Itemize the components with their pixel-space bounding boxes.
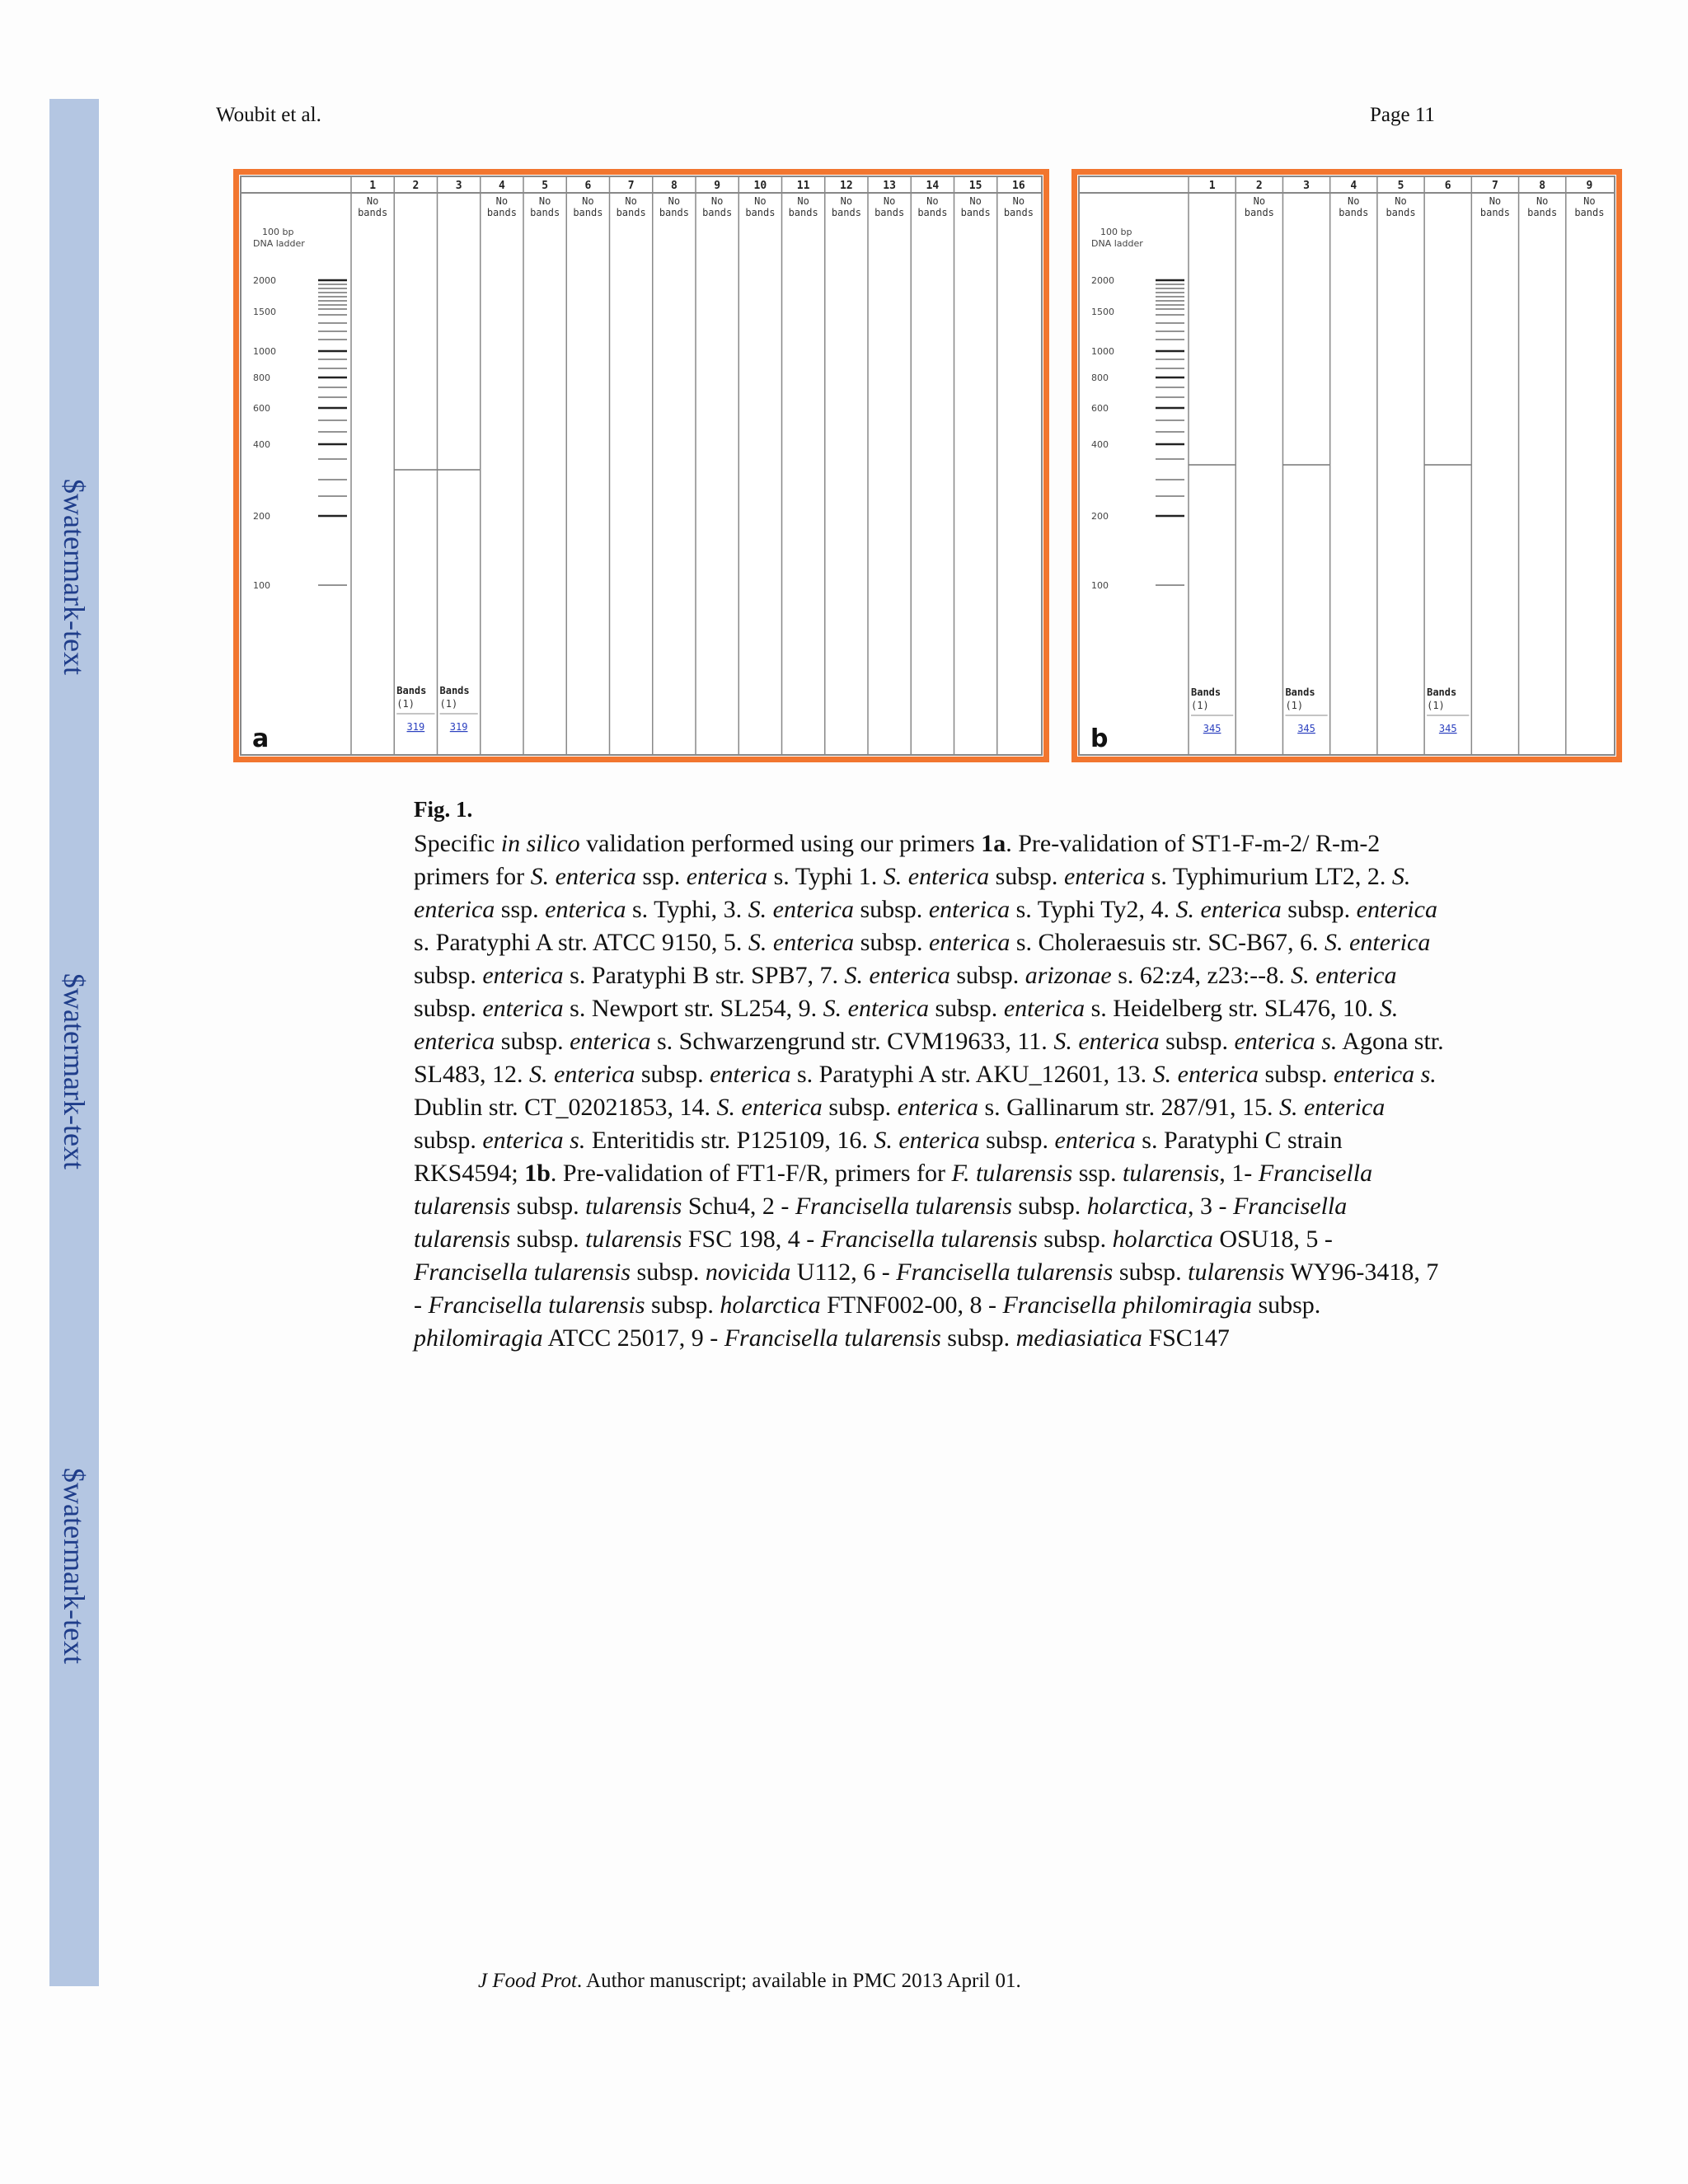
bands-label: Bands [396, 685, 427, 696]
caption-segment: subsp. [853, 896, 929, 923]
caption-segment: mediasiatica [1015, 1324, 1142, 1352]
gel-panel-b [1071, 169, 1622, 762]
caption-segment: S. enterica [1278, 1094, 1386, 1121]
figure-1 [233, 169, 1622, 762]
caption-segment: , 1- [1219, 1160, 1259, 1187]
caption-segment: Francisella tularensis [896, 1258, 1114, 1286]
no-bands-label: No [840, 195, 853, 207]
lane-number: 3 [455, 180, 462, 192]
caption-segment: enterica [1356, 896, 1437, 923]
lane-number: 5 [542, 180, 549, 192]
panel-letter: a [252, 724, 270, 753]
gel-diagram-a [239, 175, 1043, 757]
caption-segment: holarctica [720, 1291, 821, 1319]
caption-segment: enterica [482, 962, 564, 989]
caption-segment: enterica [1063, 863, 1146, 890]
no-bands-label: No [625, 195, 637, 207]
lane-number: 6 [1444, 180, 1451, 192]
lane-number: 2 [1255, 180, 1263, 192]
caption-segment: subsp. [979, 1127, 1055, 1154]
caption-segment: ATCC 25017, 9 - [542, 1324, 724, 1352]
watermark-sidebar [49, 99, 99, 1986]
caption-segment: Francisella tularensis [428, 1291, 645, 1319]
no-bands-label: No [1012, 195, 1025, 207]
no-bands-label: bands [1574, 207, 1605, 218]
bands-count: (1) [1427, 700, 1445, 711]
lane-number: 12 [840, 180, 853, 192]
caption-segment: subsp. [635, 1061, 710, 1088]
caption-segment: tularensis [585, 1193, 682, 1220]
band-size-link: 319 [449, 721, 468, 733]
caption-segment: subsp. [1113, 1258, 1189, 1286]
caption-segment: subsp. [414, 995, 483, 1022]
caption-segment: S. enterica [414, 995, 1399, 1055]
watermark: $watermark-text [58, 973, 91, 1169]
no-bands-label: No [495, 195, 509, 207]
caption-segment: Dublin str. CT_02021853, 14. [414, 1094, 717, 1121]
no-bands-label: No [969, 195, 982, 207]
caption-segment: s. Typhimurium LT2, 2. [1145, 863, 1392, 890]
no-bands-label: bands [1003, 207, 1034, 218]
lane-number: 10 [753, 180, 767, 192]
running-header-author: Woubit et al. [216, 104, 321, 126]
caption-segment: s. Paratyphi A str. AKU_12601, 13. [790, 1061, 1153, 1088]
ladder-size-label: 100 [1091, 580, 1109, 591]
band-size-link: 345 [1297, 723, 1315, 734]
no-bands-label: No [582, 195, 594, 207]
lane-number: 2 [412, 180, 420, 192]
footer-note: . Author manuscript; available in PMC 2013 April 01. [576, 1970, 1021, 1992]
caption-segment: subsp. [822, 1094, 898, 1121]
caption-segment: subsp. [1251, 1291, 1321, 1319]
caption-segment: subsp. [414, 962, 483, 989]
caption-segment: S. enterica [1152, 1061, 1259, 1088]
no-bands-label: bands [1244, 207, 1274, 218]
caption-segment: F. tularensis [951, 1160, 1073, 1187]
watermark: $watermark-text [58, 1468, 91, 1664]
no-bands-label: bands [1527, 207, 1558, 218]
lane-number: 1 [1208, 180, 1216, 192]
caption-segment: S. enterica [748, 896, 854, 923]
ladder-size-label: 400 [253, 439, 270, 450]
caption-segment: Francisella tularensis [414, 1193, 1348, 1253]
caption-segment: subsp. [940, 1324, 1016, 1352]
lane-number: 13 [883, 180, 896, 192]
lane-number: 3 [1303, 180, 1310, 192]
ladder-size-label: 600 [253, 403, 270, 414]
caption-segment: FSC147 [1142, 1324, 1230, 1352]
bands-label: Bands [1285, 687, 1315, 698]
caption-segment: enterica s. [1234, 1028, 1338, 1055]
no-bands-label: bands [745, 207, 776, 218]
caption-segment: subsp. [1281, 896, 1357, 923]
lane-number: 4 [1350, 180, 1357, 192]
caption-segment: Francisella philomiragia [1002, 1291, 1252, 1319]
no-bands-label: bands [788, 207, 818, 218]
ladder-size-label: 200 [1091, 511, 1109, 522]
caption-segment: S. enterica [1291, 962, 1397, 989]
caption-segment: s. Paratyphi A str. ATCC 9150, 5. [414, 929, 748, 956]
caption-segment: OSU18, 5 - [1212, 1226, 1333, 1253]
gel-frame [241, 176, 1042, 755]
caption-segment: validation performed using our primers [579, 830, 982, 857]
ladder-size-label: 1500 [253, 307, 276, 317]
panel-letter: b [1090, 724, 1109, 753]
caption-segment: enterica [1003, 995, 1085, 1022]
ladder-size-label: 2000 [1091, 275, 1114, 286]
caption-segment: in silico [500, 830, 580, 857]
bands-label: Bands [1191, 687, 1221, 698]
caption-segment: enterica [482, 995, 564, 1022]
caption-segment: Francisella tularensis [795, 1193, 1012, 1220]
caption-segment: Francisella tularensis [820, 1226, 1038, 1253]
ladder-size-label: 200 [253, 511, 270, 522]
lane-number: 6 [584, 180, 592, 192]
caption-segment: S. enterica [1053, 1028, 1160, 1055]
watermark: $watermark-text [58, 479, 91, 675]
no-bands-label: bands [486, 207, 517, 218]
no-bands-label: No [710, 195, 724, 207]
no-bands-label: No [754, 195, 767, 207]
caption-segment: tularensis [1188, 1258, 1285, 1286]
lane-number: 9 [714, 180, 721, 192]
no-bands-label: No [1348, 195, 1360, 207]
caption-segment: WY96-3418, 7 - [414, 1258, 1439, 1319]
caption-segment: s. Paratyphi C strain RKS4594; [414, 1127, 1343, 1187]
caption-segment: holarctica [1086, 1193, 1188, 1220]
no-bands-label: bands [1479, 207, 1511, 218]
caption-segment: subsp. [989, 863, 1064, 890]
no-bands-label: bands [573, 207, 603, 218]
caption-segment: S. enterica [1175, 896, 1282, 923]
caption-segment: subsp. [510, 1193, 586, 1220]
caption-segment: enterica [545, 896, 626, 923]
no-bands-label: No [1253, 195, 1266, 207]
lane-number: 9 [1586, 180, 1593, 192]
figure-label: Fig. 1. [414, 797, 473, 822]
gel-diagram-b [1077, 175, 1616, 757]
caption-segment: Francisella tularensis [414, 1160, 1373, 1220]
caption-segment: s. Typhi 1. [767, 863, 884, 890]
no-bands-label: bands [616, 207, 646, 218]
caption-segment: s. Choleraesuis str. SC-B67, 6. [1010, 929, 1325, 956]
caption-segment: s. Typhi, 3. [626, 896, 748, 923]
caption-segment: 1a [981, 830, 1006, 857]
caption-segment: subsp. [1037, 1226, 1113, 1253]
band-size-link: 345 [1438, 723, 1457, 734]
bands-count: (1) [439, 698, 458, 710]
caption-segment: S. enterica [844, 962, 950, 989]
no-bands-label: No [1583, 195, 1596, 207]
caption-segment: . Pre-validation of FT1-F/R, primers for [550, 1160, 952, 1187]
ladder-size-label: 600 [1091, 403, 1109, 414]
no-bands-label: No [366, 195, 379, 207]
caption-segment: ssp. [495, 896, 546, 923]
lane-number: 8 [670, 180, 678, 192]
caption-segment: subsp. [1159, 1028, 1235, 1055]
band-size-link: 319 [406, 721, 425, 733]
caption-segment: s. Schwarzengrund str. CVM19633, 11. [650, 1028, 1054, 1055]
bands-count: (1) [396, 698, 415, 710]
ladder-title: DNA ladder [1091, 238, 1143, 249]
caption-segment: enterica [928, 896, 1010, 923]
ladder-size-label: 800 [253, 373, 270, 383]
caption-segment: S. enterica [414, 863, 1411, 923]
caption-segment: Agona str. SL483, 12. [414, 1028, 1444, 1088]
caption-segment: subsp. [510, 1226, 586, 1253]
no-bands-label: bands [831, 207, 861, 218]
caption-segment: enterica [570, 1028, 651, 1055]
bands-count: (1) [1285, 700, 1304, 711]
ladder-size-label: 400 [1091, 439, 1109, 450]
no-bands-label: bands [917, 207, 948, 218]
caption-segment: S. enterica [748, 929, 855, 956]
caption-text [414, 827, 1444, 1355]
no-bands-label: No [926, 195, 939, 207]
caption-segment: tularensis [1123, 1160, 1220, 1187]
caption-segment: enterica s. [1333, 1061, 1437, 1088]
no-bands-label: No [668, 195, 681, 207]
no-bands-label: bands [960, 207, 991, 218]
no-bands-label: bands [1386, 207, 1416, 218]
caption-segment: . Pre-validation of ST1-F-m-2/ R-m-2 primers for [414, 830, 1381, 890]
gel-frame [1079, 176, 1615, 755]
ladder-size-label: 800 [1091, 373, 1109, 383]
bands-label: Bands [1427, 687, 1457, 698]
lane-number: 4 [498, 180, 505, 192]
caption-segment: s. Paratyphi B str. SPB7, 7. [563, 962, 845, 989]
caption-segment: S. enterica [716, 1094, 823, 1121]
caption-segment: novicida [705, 1258, 791, 1286]
ladder-size-label: 1500 [1091, 307, 1114, 317]
lane-number: 15 [968, 180, 982, 192]
lane-number: 1 [369, 180, 377, 192]
caption-segment: s. 62:z4, z23:--8. [1111, 962, 1292, 989]
no-bands-label: bands [358, 207, 388, 218]
lane-number: 14 [926, 180, 940, 192]
caption-segment: subsp. [950, 962, 1025, 989]
caption-segment: S. enterica [530, 863, 636, 890]
caption-segment: ssp. [635, 863, 687, 890]
caption-segment: Francisella tularensis [724, 1324, 941, 1352]
lane-number: 16 [1012, 180, 1025, 192]
ladder-title: 100 bp [262, 227, 294, 237]
no-bands-label: No [797, 195, 809, 207]
gel-panel-a [233, 169, 1049, 762]
caption-segment: 1b [524, 1160, 551, 1187]
no-bands-label: No [1489, 195, 1502, 207]
journal-name: J Food Prot [478, 1970, 577, 1992]
no-bands-label: bands [1339, 207, 1369, 218]
no-bands-label: No [1536, 195, 1549, 207]
caption-segment: FSC 198, 4 - [682, 1226, 821, 1253]
caption-segment: , 3 - [1187, 1193, 1233, 1220]
caption-segment: enterica [897, 1094, 978, 1121]
caption-segment: U112, 6 - [790, 1258, 897, 1286]
caption-segment: subsp. [1258, 1061, 1334, 1088]
ladder-title: 100 bp [1100, 227, 1132, 237]
no-bands-label: bands [659, 207, 689, 218]
bands-label: Bands [439, 685, 470, 696]
caption-segment: s. Newport str. SL254, 9. [563, 995, 823, 1022]
caption-segment: Specific [414, 830, 501, 857]
caption-segment: enterica s. [482, 1127, 586, 1154]
caption-segment: subsp. [854, 929, 930, 956]
caption-segment: S. enterica [883, 863, 990, 890]
caption-segment: s. Heidelberg str. SL476, 10. [1085, 995, 1380, 1022]
lane-number: 5 [1397, 180, 1404, 192]
caption-segment: philomiragia [414, 1324, 543, 1352]
lane-number: 7 [1492, 180, 1498, 192]
ladder-size-label: 1000 [1091, 346, 1114, 357]
bands-count: (1) [1191, 700, 1209, 711]
caption-segment: holarctica [1112, 1226, 1213, 1253]
lane-number: 7 [627, 180, 635, 192]
caption-segment: Francisella tularensis [414, 1258, 631, 1286]
caption-segment: S. enterica [1325, 929, 1431, 956]
no-bands-label: bands [530, 207, 560, 218]
caption-segment: subsp. [645, 1291, 720, 1319]
no-bands-label: bands [874, 207, 905, 218]
caption-segment: FTNF002-00, 8 - [820, 1291, 1003, 1319]
caption-segment: subsp. [928, 995, 1004, 1022]
page-number: Page 11 [1370, 104, 1435, 126]
caption-segment: s. Gallinarum str. 287/91, 15. [978, 1094, 1279, 1121]
caption-segment: arizonae [1025, 962, 1112, 989]
caption-segment: tularensis [585, 1226, 682, 1253]
lane-number: 8 [1539, 180, 1546, 192]
no-bands-label: No [1395, 195, 1407, 207]
caption-segment: subsp. [414, 1127, 483, 1154]
lane-number: 11 [796, 180, 810, 192]
no-bands-label: No [538, 195, 551, 207]
caption-segment: subsp. [495, 1028, 570, 1055]
caption-segment: enterica [1054, 1127, 1136, 1154]
caption-segment: subsp. [631, 1258, 706, 1286]
caption-segment: s. Typhi Ty2, 4. [1010, 896, 1176, 923]
caption-segment: ssp. [1072, 1160, 1123, 1187]
caption-segment: enterica [929, 929, 1010, 956]
no-bands-label: bands [702, 207, 733, 218]
caption-segment: enterica [710, 1061, 791, 1088]
caption-segment: Enteritidis str. P125109, 16. [585, 1127, 874, 1154]
caption-segment: subsp. [1011, 1193, 1087, 1220]
ladder-size-label: 2000 [253, 275, 276, 286]
band-size-link: 345 [1203, 723, 1221, 734]
caption-segment: S. enterica [823, 995, 929, 1022]
caption-segment: enterica [686, 863, 768, 890]
ladder-size-label: 1000 [253, 346, 276, 357]
figure-caption [414, 797, 1444, 1355]
no-bands-label: No [883, 195, 896, 207]
caption-segment: S. enterica [529, 1061, 635, 1088]
caption-segment: Schu4, 2 - [682, 1193, 795, 1220]
caption-segment: S. enterica [874, 1127, 980, 1154]
footer [478, 1970, 1021, 1993]
ladder-size-label: 100 [253, 580, 270, 591]
ladder-title: DNA ladder [253, 238, 305, 249]
